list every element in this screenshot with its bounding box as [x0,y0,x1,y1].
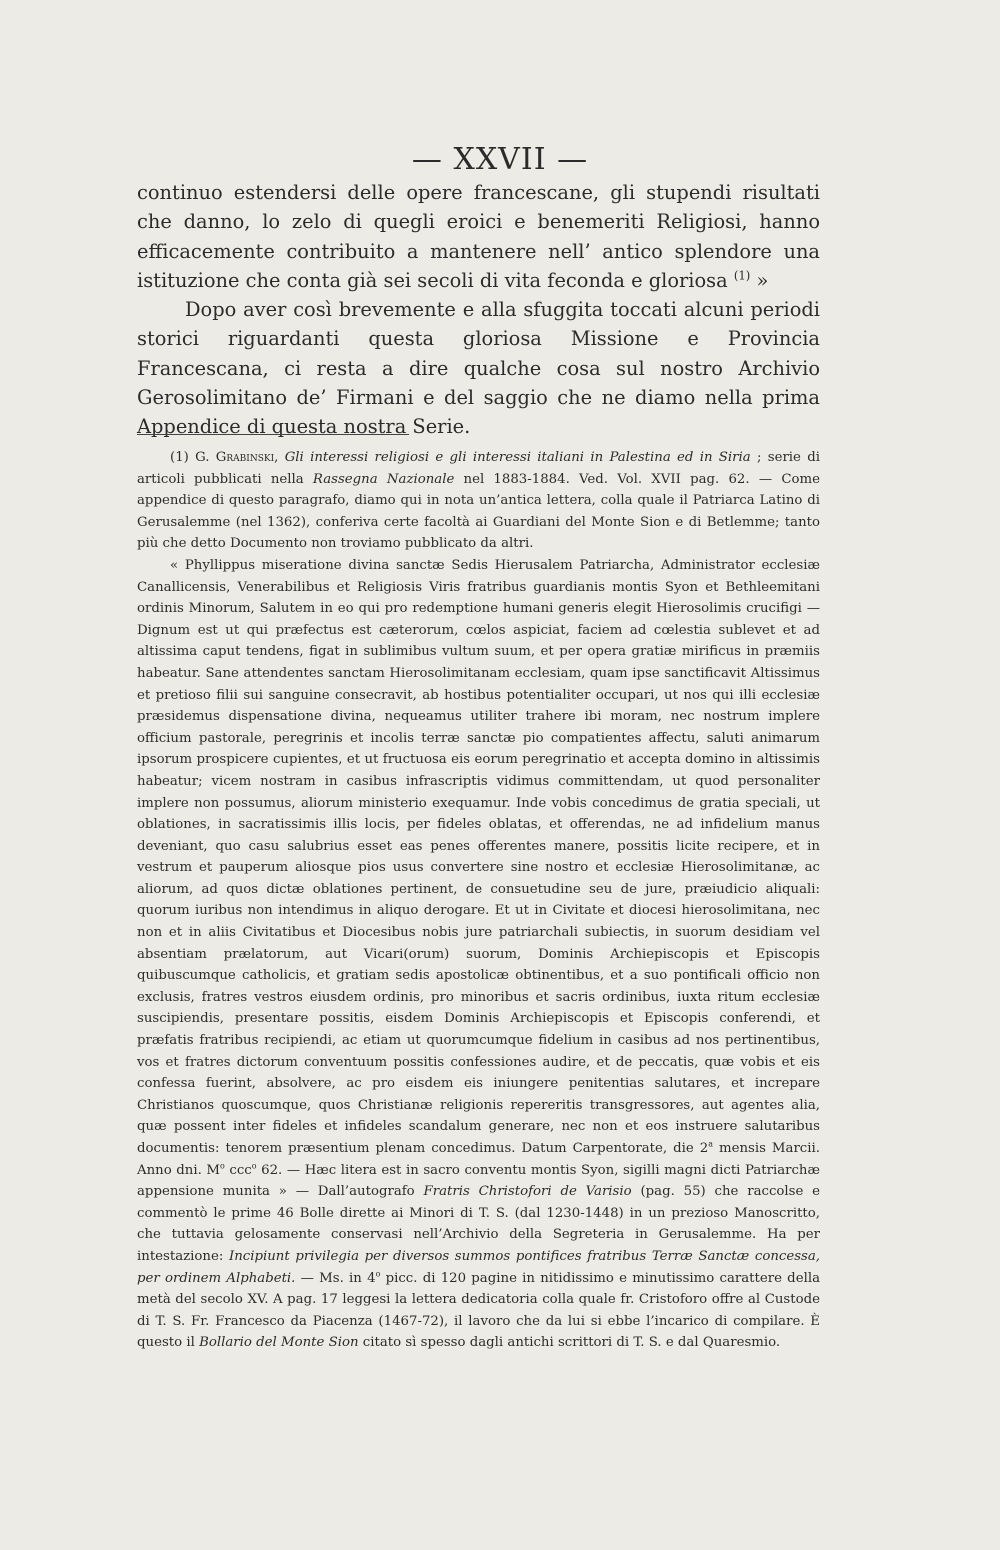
main-text [137,178,820,442]
paragraph-1 [137,178,820,295]
letter-text-d: 62. — Hæc litera est in sacro conventu montis Syon, sigilli magni dicti Patriarchæ appensione munita » — Dall’autografo [137,1162,820,1200]
letter-text-c: ccc [224,1162,252,1178]
closing-quote: » [750,268,769,292]
autograph-author: Fratris Christofori de Varisio [423,1184,632,1200]
footnote-sep: , [274,450,285,465]
footnote-author: Grabinski [215,450,275,465]
letter-text-f: — Ms. in 4 [295,1270,376,1286]
footnote-divider [137,434,409,435]
footnote-letter [137,555,820,1354]
paragraph-2: Dopo aver così brevemente e alla sfuggita toccati alcuni periodi storici riguardanti questa gloriosa Missione e Provincia Francescana, ci resta a dire qualche cosa sul nostro Archivio Gerosolimitano de’ Firmani e del saggio che ne diamo nella prima Appendice di questa nostra Serie. [137,298,820,439]
sup-o-2: o [251,1161,257,1171]
footnote-mark: (1) G. [170,450,216,465]
incipit-title: Incipiunt privilegia per diversos summos pontifices fratribus Terræ Sanctæ concessa, per ordinem Alphabeti. [137,1248,821,1286]
paragraph-1-text: continuo estendersi delle opere francescane, gli stupendi risultati che danno, lo zelo di quegli eroici e benemeriti Religiosi, hanno efficacemente contribuito a mantenere nell’ antico splendore una istituzione che conta già sei secoli di vita feconda e gloriosa [137,181,820,292]
letter-text-a: « Phyllippus miseratione divina sanctæ Sedis Hierusalem Patriarcha, Administrator ecclesiæ Canallicensis, Venerabilibus et Religiosis Viris fratribus guardianis montis Syon et Bethleemitani ordinis Minorum, Salutem in eo qui pro redemptione humani generis elegit Hierosolimis crucifigi — Dignum est ut qui præfectus est cæterorum, cœlos aspiciat, faciem ad cœlestia sublevet et ad altissima caput tendens, figat in sublimibus vultum suum, et per opera gratiæ mirificus in præmiis habeatur. Sane attendentes sanctam Hierosolimitanam ecclesiam, quam ipse sanctificavit Altissimus et pretioso filii sui sanguine consecravit, ab hostibus potentialiter occupari, ut nos qui illi ecclesiæ præsidemus dispensatione divina, nequeamus utiliter trahere ibi moram, nec nostrum implere officium pastorale, peregrinis et incolis terræ sanctæ pio compatientes affectu, saluti animarum ipsorum prospicere cupientes, et ut fructuosa eis eorum peregrinatio et accepta domino in altissimis habeatur; vicem nostram in casibus infrascriptis vidimus committendam, ut quod personaliter implere non possumus, aliorum ministerio exequamur. Inde vobis concedimus de gratia speciali, ut oblationes, in sacratissimis illis locis, per fideles oblatas, et offerendas, ne ad infidelium manus deveniant, quo casu salubrius esset eas penes offerentes manere, possitis licite recipere, et in vestrum et pauperum aliosque pios usus convertere sine nostro et ecclesiæ Hierosolimitanæ, ac aliorum, ad quos dictæ oblationes pertinent, de consuetudine seu de jure, præiudicio aliquali: quorum iuribus non intendimus in aliquo derogare. Et ut in Civitate et diocesi hierosolimitana, nec non et in aliis Civitatibus et Diocesibus nobis jure patriarchali subiectis, in suorum desidiam vel absentiam prælatorum, aut Vicari(orum) suorum, Dominis Archiepiscopis et Episcopis quibuscumque catholicis, et gratiam sedis apostolicæ obtinentibus, et a suo pontificali officio non exclusis, fratres vestros eiusdem ordinis, pro minoribus et sacris ordinibus, iuxta ritum ecclesiæ suscipiendis, presentare possitis, eisdem Dominis Archiepiscopis et Episcopis conferendi, et præfatis fratribus recipiendi, ac etiam ut quorumcumque fidelium in casibus ad nos pertinentibus, vos et fratres dictorum conventuum possitis confessiones audire, et de peccatis, quæ vobis et eis confessa fuerint, absolvere, ac pro eisdem eis iniungere penitentias salutares, et increpare Christianos quoscumque, quos Christianæ religionis repereritis transgressores, aut agentes alia, quæ possent inter fideles et infideles scandalum generare, nec non et eos instruere salutaribus documentis: tenorem præsentium plenam concedimus. Datum Carpentorate, die 2 [137,557,820,1156]
sup-o-1: o [220,1161,225,1171]
letter-text-h: citato sì spesso dagli antichi scrittori di T. S. e dal Quaresmio. [358,1335,781,1351]
page-number: — XXVII — [411,142,589,177]
footnote-reference: (1) [733,268,751,283]
footnotes [137,447,820,1354]
sup-o-3: o [375,1269,381,1279]
footnote-1 [137,447,820,555]
sup-a: a [708,1139,713,1149]
bollario-title: Bollario del Monte Sion [199,1335,359,1351]
footnote-journal: Rassegna Nazionale [312,471,455,487]
footnote-rest: nel 1883-1884. Ved. Vol. XVII pag. 62. — Come appendice di questo paragrafo, diamo qui in nota un’antica lettera, colla quale il Patriarca Latino di Gerusalemme (nel 1362), conferiva certe facoltà ai Guardiani del Monte Sion e di Betlemme; tanto più che detto Documento non troviamo pubblicato da altri. [137,471,820,552]
footnote-mid: ; serie di articoli pubblicati nella [137,450,820,487]
letter-text-b: mensis Marcii. Anno dni. M [137,1141,820,1178]
footnote-title: Gli interessi religiosi e gli interessi italiani in Palestina ed in Siria [284,450,751,465]
letter-text-e: (pag. 55) che raccolse e commentò le prime 46 Bolle dirette ai Minori di T. S. (dal 1230-1448) in un prezioso Manoscritto, che tuttavia gelosamente conservasi nell’Archivio della Segreteria in Gerusalemme. Ha per intestazione: [137,1184,821,1264]
letter-text-g: picc. di 120 pagine in nitidissimo e minutissimo carattere della metà del secolo XV. A pag. 17 leggesi la lettera dedicatoria colla quale fr. Cristoforo offre al Custode di T. S. Fr. Francesco da Piacenza (1467-72), il lavoro che da lui si ebbe l’incarico di compilare. È questo il [137,1270,820,1351]
